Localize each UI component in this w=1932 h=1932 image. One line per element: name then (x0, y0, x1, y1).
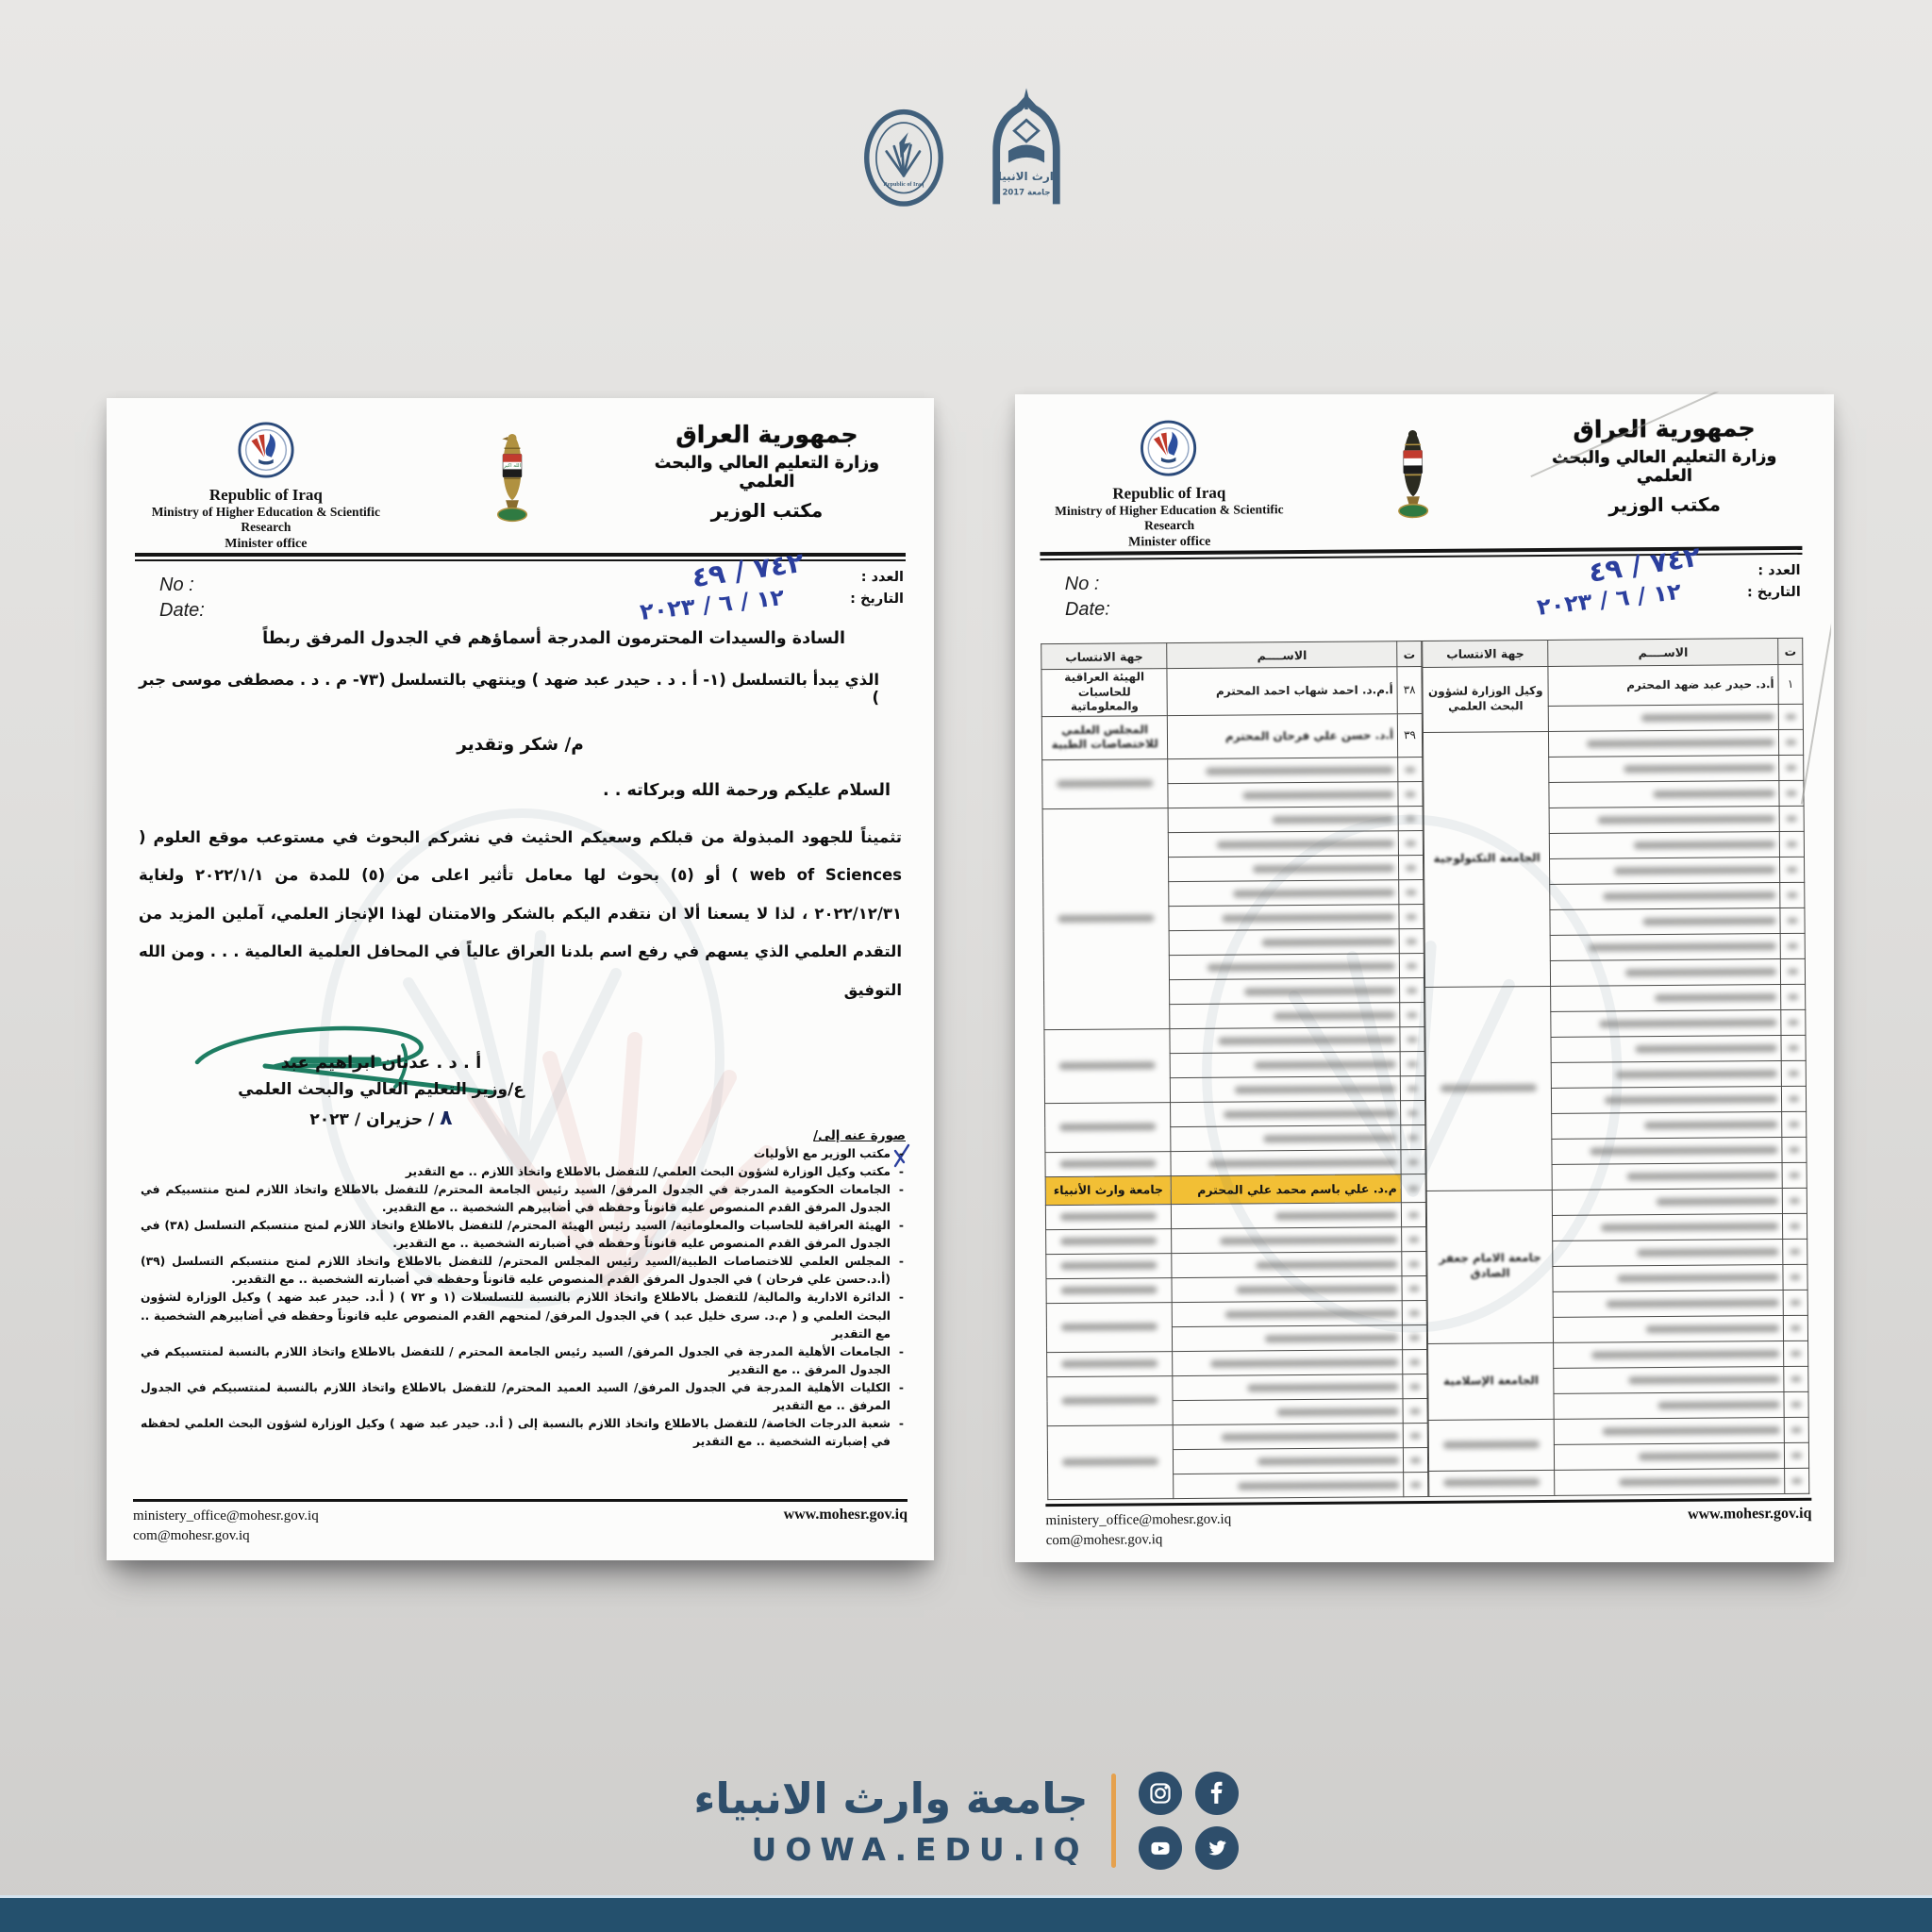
twitter-icon[interactable] (1195, 1826, 1239, 1870)
table-row (1046, 1226, 1426, 1254)
table-row (1429, 1468, 1809, 1496)
highlighted-row: م.د. علي باسم محمد علي المحترم جامعة وارث الأنبياء (1045, 1174, 1425, 1205)
handwritten-number: ٧٤٢ / ٤٩ (689, 545, 806, 594)
header-en-line1: Republic of Iraq (208, 486, 323, 504)
header-ar-line3: مكتب الوزير (710, 499, 824, 522)
university-name-arabic: جامعة وارث الانبياء (693, 1774, 1089, 1824)
table-row (1047, 1349, 1427, 1376)
tarikh-label: التاريخ : (1746, 585, 1801, 601)
signer-title: ع/وزير التعليم العالي والبحث العلمي (238, 1080, 525, 1100)
header-en-line3: Minister office (1128, 534, 1211, 550)
table-row: ٣٩ أ.د. حسن علي فرحان المحترم المجلس العلمي للاختصاصات الطبية (1041, 713, 1422, 759)
table-row (1042, 806, 1423, 833)
table-row (1047, 1423, 1427, 1450)
header-ar-line3: مكتب الوزير (1608, 492, 1722, 517)
cc-item: - الهيئة العراقية للحاسبات والمعلوماتية/ السيد رئيس الهيئة المحترم/ للتفضل بالاطلاع واتخاذ اللازم لمنح منتسبكم التسلسل (٣٨) في الجدول المرفق القدم المنصوص عليه قانوناً وحفظه في أضبارته الشخصية .. مع التقدير. (135, 1217, 891, 1253)
university-branding (0, 1772, 1932, 1870)
column-header-aff: جهة الانتساب (1041, 643, 1168, 670)
table-row (1044, 1026, 1424, 1054)
no-label: No : (159, 575, 194, 595)
footer-website: www.mohesr.gov.iq (1687, 1505, 1812, 1523)
cc-item: - الجامعات الحكومية المدرجة في الجدول المرفق/ السيد رئيس الجامعة المحترم/ للتفضل بالاطلاع واتخاذ اللازم لمنح منتسبيكم في الجدول المرفق القدم المنصوص عليه قانوناً وحفظه في أضابيرهم الشخصية .. مع التقدير. (135, 1181, 891, 1217)
svg-text:وارث الانبياء: وارث الانبياء (991, 169, 1061, 183)
cc-item: - مكتب وكيل الوزارة لشؤون البحث العلمي/ للتفضل بالاطلاع واتخاذ اللازم .. مع التقدير (135, 1163, 891, 1181)
svg-text:جامعة 2017: جامعة 2017 (1002, 187, 1051, 197)
footer-website: www.mohesr.gov.iq (783, 1506, 908, 1523)
table-row (1045, 1100, 1425, 1127)
signer-name: أ . د . عدنان ابراهيم عبد (280, 1053, 482, 1074)
table-row (1045, 1149, 1425, 1176)
attachment-table (1041, 638, 1809, 1500)
document-header (1039, 414, 1802, 548)
ministry-seal-icon (862, 104, 945, 209)
cc-item: - مكتب الوزير مع الأوليات (135, 1145, 891, 1163)
svg-text:Republic of Iraq: Republic of Iraq (883, 182, 924, 189)
letter-salutation: السلام عليكم ورحمة الله وبركاته . . (603, 781, 891, 800)
header-en-line1: Republic of Iraq (1112, 483, 1226, 503)
scan-fold (1801, 507, 1839, 805)
header-ar-line2: وزارة التعليم العالي والبحث العلمي (654, 454, 880, 491)
document-header (135, 421, 906, 549)
letter-page (107, 398, 934, 1560)
svg-text:الله اكبر: الله اكبر (504, 463, 522, 470)
letter-addressees: السادة والسيدات المحترمون المدرجة أسماؤهم في الجدول المرفق ربطاً (262, 629, 845, 648)
footer-email-2: com@mohesr.gov.iq (1045, 1532, 1163, 1549)
table-row (1047, 1374, 1427, 1401)
table-row (1428, 1417, 1808, 1445)
cc-section (135, 1128, 906, 1451)
table-row (1042, 757, 1423, 784)
cc-item: - الجامعات الأهلية المدرجة في الجدول المرفق/ السيد رئيس الجامعة المحترم / للتفضل بالاطلاع واتخاذ اللازم بالنسبة لمنتسبيكم في الجدول المرفق .. مع التقدير (135, 1343, 891, 1379)
footer-email-1: ministery_office@mohesr.gov.iq (133, 1507, 319, 1524)
serial-table (1422, 638, 1809, 1497)
table-page (1015, 394, 1834, 1562)
no-label: No : (1064, 573, 1100, 594)
adad-label: العدد : (860, 570, 904, 585)
brand-divider (1111, 1774, 1116, 1868)
serial-table (1041, 641, 1428, 1500)
handwritten-number: ٧٤٢ / ٤٩ (1586, 540, 1703, 589)
table-row (1046, 1300, 1426, 1327)
uowa-university-logo-icon (983, 87, 1070, 209)
letter-serial-range: الذي يبدأ بالتسلسل (١- أ . د . حيدر عبد ضهد ) وينتهي بالتسلسل (٧٣- م . د . مصطفى موسى جبر ) (139, 671, 879, 707)
table-row: ١ أ.د. حيدر عبد ضهد المحترم وكيل الوزارة لشؤون البحث العلمي (1423, 664, 1803, 707)
table-row (1425, 984, 1806, 1012)
footer-email-1: ministery_office@mohesr.gov.iq (1045, 1511, 1232, 1528)
number-date-row (135, 545, 906, 627)
cc-item: - الدائرة الادارية والمالية/ للتفضل بالاطلاع واتخاذ اللازم بالنسبة للتسلسلات (١ و ٧٢ ) ( أ.د. حيدر عبد ضهد ) وكيل الوزارة لشؤون البحث العلمي و ( م.د. سرى خليل عبد ) في الجدول المرفق/ لمنحهم القدم المنصوص عليه قانوناً وحفظه في أضابيرهم الشخصية .. مع التقدير (135, 1289, 891, 1342)
iraq-eagle-emblem-icon (473, 421, 552, 536)
cc-item: - شعبة الدرجات الخاصة/ للتفضل بالاطلاع واتخاذ اللازم بالنسبة إلى ( أ.د. حيدر عبد ضهد ) وكيل الوزارة لشؤون البحث العلمي لحفظه في إضبارته الشخصية .. مع التقدير (135, 1415, 891, 1451)
iraq-eagle-emblem-icon (1373, 417, 1453, 533)
column-header-no: ت (1397, 641, 1422, 667)
youtube-icon[interactable] (1139, 1826, 1182, 1870)
instagram-icon[interactable] (1139, 1772, 1182, 1815)
header-en-line3: Minister office (225, 537, 308, 551)
table-row: ٣٨ أ.م.د. احمد شهاب احمد المحترم الهيئة العراقية للحاسبات والمعلوماتية (1041, 667, 1422, 717)
social-icons (1139, 1772, 1239, 1870)
column-header-name: الاســــم (1548, 639, 1778, 667)
ministry-color-logo-icon (237, 467, 295, 483)
column-header-no: ت (1778, 638, 1803, 664)
handwritten-date: ١٢ / ٦ / ٢٠٢٣ (1536, 577, 1683, 621)
cc-item: - الكليات الأهلية المدرجة في الجدول المرفق/ السيد العميد المحترم/ للتفضل بالاطلاع واتخاذ اللازم بالنسبة لمنتسبيكم في الجدول المرفق .. مع التقدير (135, 1379, 891, 1415)
handwritten-date: ١٢ / ٦ / ٢٠٢٣ (639, 584, 787, 625)
date-label: Date: (159, 600, 205, 621)
adad-label: العدد : (1757, 562, 1801, 579)
facebook-icon[interactable] (1195, 1772, 1239, 1815)
table-row: الجامعة التكنولوجية (1423, 729, 1803, 758)
cc-item: - المجلس العلمي للاختصاصات الطبية/السيد رئيس المجلس المحترم/ للتفضل بالاطلاع واتخاذ اللازم لمنح منتسبكم التسلسل (٣٩) (أ.د.حسن علي فرحان ) في الجدول المرفق القدم المنصوص عليه قانوناً وحفظه في أضبارته الشخصية .. مع التقدير. (135, 1253, 891, 1289)
bottom-bar (0, 1895, 1932, 1932)
signature-block (135, 1009, 906, 1131)
letter-footer (1045, 1497, 1811, 1552)
university-domain: UOWA.EDU.IQ (751, 1831, 1089, 1868)
date-label: Date: (1064, 598, 1110, 620)
column-header-aff: جهة الانتساب (1423, 640, 1549, 667)
tarikh-label: التاريخ : (850, 591, 904, 608)
ministry-color-logo-icon (1140, 465, 1198, 481)
cc-list (135, 1145, 906, 1451)
cc-heading: صورة عنه إلى/ (813, 1128, 906, 1144)
header-ar-line2: وزارة التعليم العالي والبحث العلمي (1552, 447, 1777, 487)
column-header-name: الاســــم (1167, 641, 1397, 669)
top-logos (0, 87, 1932, 209)
table-row: الجامعة الإسلامية (1428, 1341, 1808, 1369)
header-ar-line1: جمهورية العراق (1573, 414, 1756, 443)
table-row (1046, 1251, 1426, 1278)
letter-footer (133, 1499, 908, 1548)
letter-paragraph: تثميناً للجهود المبذولة من قبلكم وسعيكم الحثيث في نشركم البحوث في مستوعب موقع العلوم ( web of Sciences ) أو (٥) بحوث لها معامل تأثير اعلى من (٥) للمدة من ٢٠٢٢/١/١ ولغاية ٢٠٢٢/١٢/٣١ ، لذا لا يسعنا ألا ان نتقدم اليكم بالشكر والامتنان لهذا الإنجاز العلمي، آملين المزيد من التقدم العلمي الذي يسهم في رفع اسم بلدنا العراق عالياً في المحافل العلمية العالمية . . . ومن الله التوفيق (139, 828, 902, 999)
footer-email-2: com@mohesr.gov.iq (133, 1528, 250, 1544)
letter-subject: م/ شكر وتقدير (457, 735, 584, 755)
header-en-line2: Ministry of Higher Education & Scientific Research (151, 505, 381, 534)
table-row: جامعة الامام جعفر الصادق (1426, 1188, 1807, 1216)
table-row (1046, 1275, 1426, 1303)
table-row (1045, 1202, 1425, 1229)
signature-date: ٨ / حزيران / ٢٠٢٣ (309, 1107, 453, 1131)
header-ar-line1: جمهورية العراق (675, 421, 858, 448)
header-en-line2: Ministry of Higher Education & Scientific Research (1055, 502, 1284, 533)
